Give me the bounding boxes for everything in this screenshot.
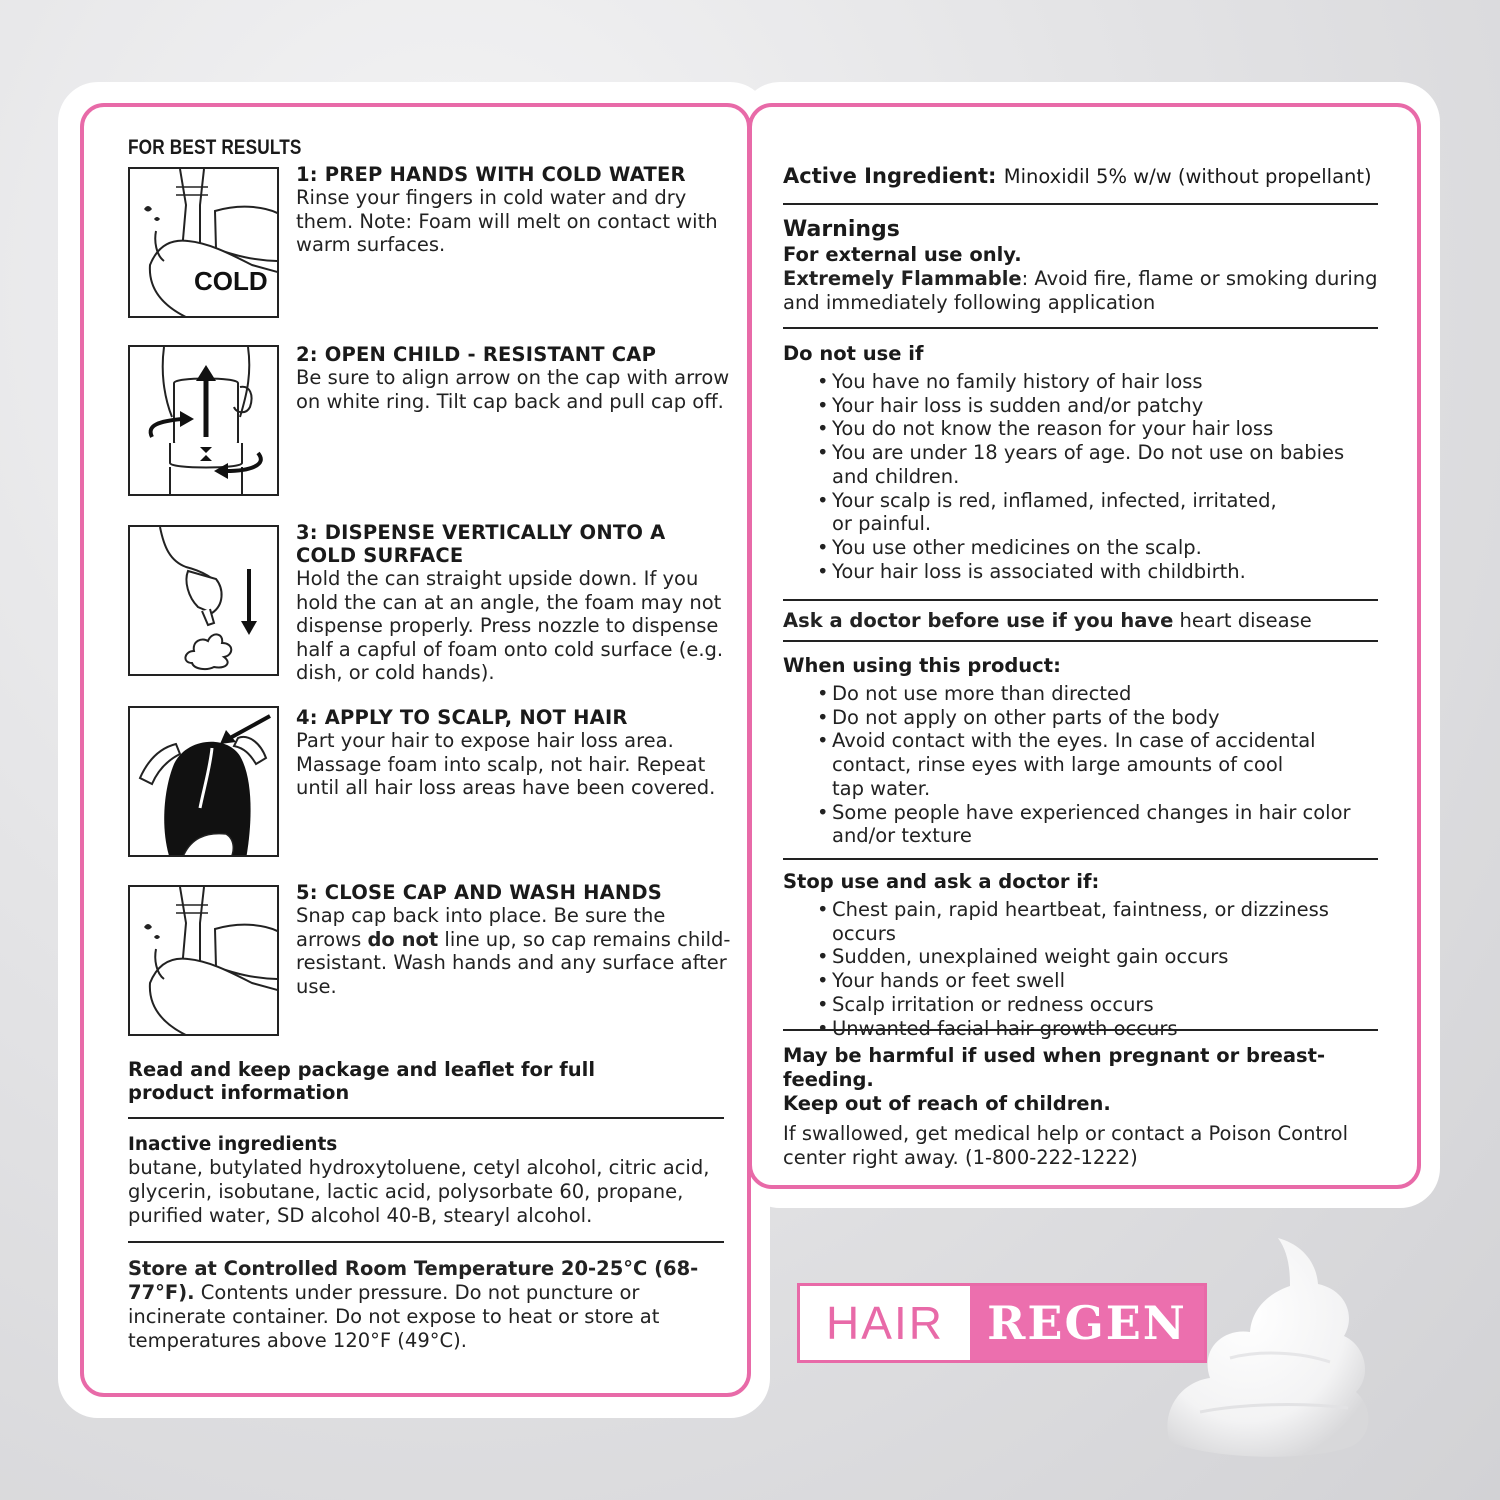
foam-dollop-image	[1160, 1232, 1380, 1462]
storage-info: Store at Controlled Room Temperature 20-25°C (68-77°F). Contents under pressure. Do not puncture or incinerate container. Do not expose to heat or store at temperatures above 120°F (49°C).	[128, 1257, 699, 1352]
step-1-title: 1: PREP HANDS WITH COLD WATER	[296, 163, 686, 186]
list-item: • Do not use more than directed	[817, 682, 1383, 706]
stop-use-title: Stop use and ask a doctor if:	[783, 870, 1100, 893]
active-ingredient: Active Ingredient: Minoxidil 5% w/w (without propellant)	[783, 164, 1372, 188]
list-item: • You have no family history of hair loss	[817, 370, 1383, 394]
external-use-note: For external use only.	[783, 243, 1022, 266]
step-4-body: Part your hair to expose hair loss area. Massage foam into scalp, not hair. Repeat until all hair loss areas have been covered.	[296, 729, 716, 799]
active-ingredient-value: Minoxidil 5% w/w (without propellant)	[1003, 165, 1372, 188]
divider	[783, 640, 1378, 642]
divider	[783, 1029, 1378, 1031]
apply-scalp-icon	[128, 706, 279, 857]
brand-logo-regen: REGEN	[970, 1286, 1204, 1360]
divider	[783, 858, 1378, 860]
wash-hands-icon	[128, 885, 279, 1036]
inactive-ingredients-title: Inactive ingredients	[128, 1134, 338, 1155]
read-keep-note: Read and keep package and leaflet for full product information	[128, 1058, 596, 1104]
step-3-title: 3: DISPENSE VERTICALLY ONTO A COLD SURFACE	[296, 521, 666, 567]
list-item: • Avoid contact with the eyes. In case of accidental contact, rinse eyes with large amounts of cool tap water.	[817, 729, 1317, 800]
list-item: • Your hair loss is sudden and/or patchy	[817, 394, 1383, 418]
list-item: • Your hair loss is associated with childbirth.	[817, 560, 1383, 584]
brand-logo	[797, 1283, 1207, 1363]
list-item: • Some people have experienced changes in hair color and/or texture	[817, 801, 1383, 848]
cold-label: COLD	[194, 266, 268, 296]
list-item: • You use other medicines on the scalp.	[817, 536, 1383, 560]
hands-cold-water-icon	[128, 167, 279, 318]
divider	[783, 203, 1378, 205]
warnings-title: Warnings	[783, 217, 900, 242]
flammable-warning: Extremely Flammable: Avoid fire, flame or smoking during and immediately following application	[783, 267, 1378, 314]
step-2-title: 2: OPEN CHILD - RESISTANT CAP	[296, 343, 657, 366]
keep-out-of-reach: Keep out of reach of children.	[783, 1092, 1111, 1115]
divider	[783, 599, 1378, 601]
list-item: • Chest pain, rapid heartbeat, faintness, or dizziness occurs	[817, 898, 1383, 945]
divider	[783, 327, 1378, 329]
ask-doctor-note: Ask a doctor before use if you have heart disease	[783, 609, 1312, 632]
pregnancy-warning: May be harmful if used when pregnant or breast-feeding.	[783, 1044, 1326, 1091]
open-cap-icon	[128, 345, 279, 496]
divider	[128, 1117, 724, 1119]
step-5-title: 5: CLOSE CAP AND WASH HANDS	[296, 881, 663, 904]
best-results-heading: FOR BEST RESULTS	[128, 136, 302, 159]
list-item: • You do not know the reason for your hair loss	[817, 417, 1383, 441]
list-item: • You are under 18 years of age. Do not use on babies and children.	[817, 441, 1383, 488]
step-4-title: 4: APPLY TO SCALP, NOT HAIR	[296, 706, 628, 729]
list-item: • Do not apply on other parts of the body	[817, 706, 1383, 730]
step-1-body: Rinse your fingers in cold water and dry them. Note: Foam will melt on contact with warm surfaces.	[296, 186, 718, 256]
inactive-ingredients-list: butane, butylated hydroxytoluene, cetyl alcohol, citric acid, glycerin, isobutane, lactic acid, polysorbate 60, propane, purified water, SD alcohol 40-B, stearyl alcohol.	[128, 1156, 710, 1227]
step-5-body: Snap cap back into place. Be sure the arrows do not line up, so cap remains child-resistant. Wash hands and any surface after use.	[296, 904, 731, 998]
when-using-title: When using this product:	[783, 654, 1061, 677]
step-2-body: Be sure to align arrow on the cap with arrow on white ring. Tilt cap back and pull cap off.	[296, 366, 730, 413]
list-item: • Scalp irritation or redness occurs	[817, 993, 1383, 1017]
poison-control-note: If swallowed, get medical help or contact a Poison Control center right away. (1-800-222-1222)	[783, 1122, 1349, 1169]
list-item: • Sudden, unexplained weight gain occurs	[817, 945, 1383, 969]
list-item: • Your hands or feet swell	[817, 969, 1383, 993]
list-item: • Your scalp is red, inflamed, infected, irritated, or painful.	[817, 489, 1287, 536]
do-not-use-title: Do not use if	[783, 342, 924, 365]
stop-use-list	[817, 898, 1383, 1040]
brand-logo-hair: HAIR	[826, 1297, 944, 1349]
dispense-foam-icon	[128, 525, 279, 676]
when-using-list	[817, 682, 1383, 848]
do-not-use-list	[817, 370, 1383, 583]
storage-temperature: Store at Controlled Room Temperature 20-25°C (68-77°F).	[128, 1257, 699, 1304]
step-3-body: Hold the can straight upside down. If you hold the can at an angle, the foam may not dispense properly. Press nozzle to dispense half a capful of foam onto cold surface (e.g. dish, or cold hands).	[296, 567, 724, 684]
divider	[128, 1241, 724, 1243]
do-not-emphasis: do not	[367, 927, 439, 951]
